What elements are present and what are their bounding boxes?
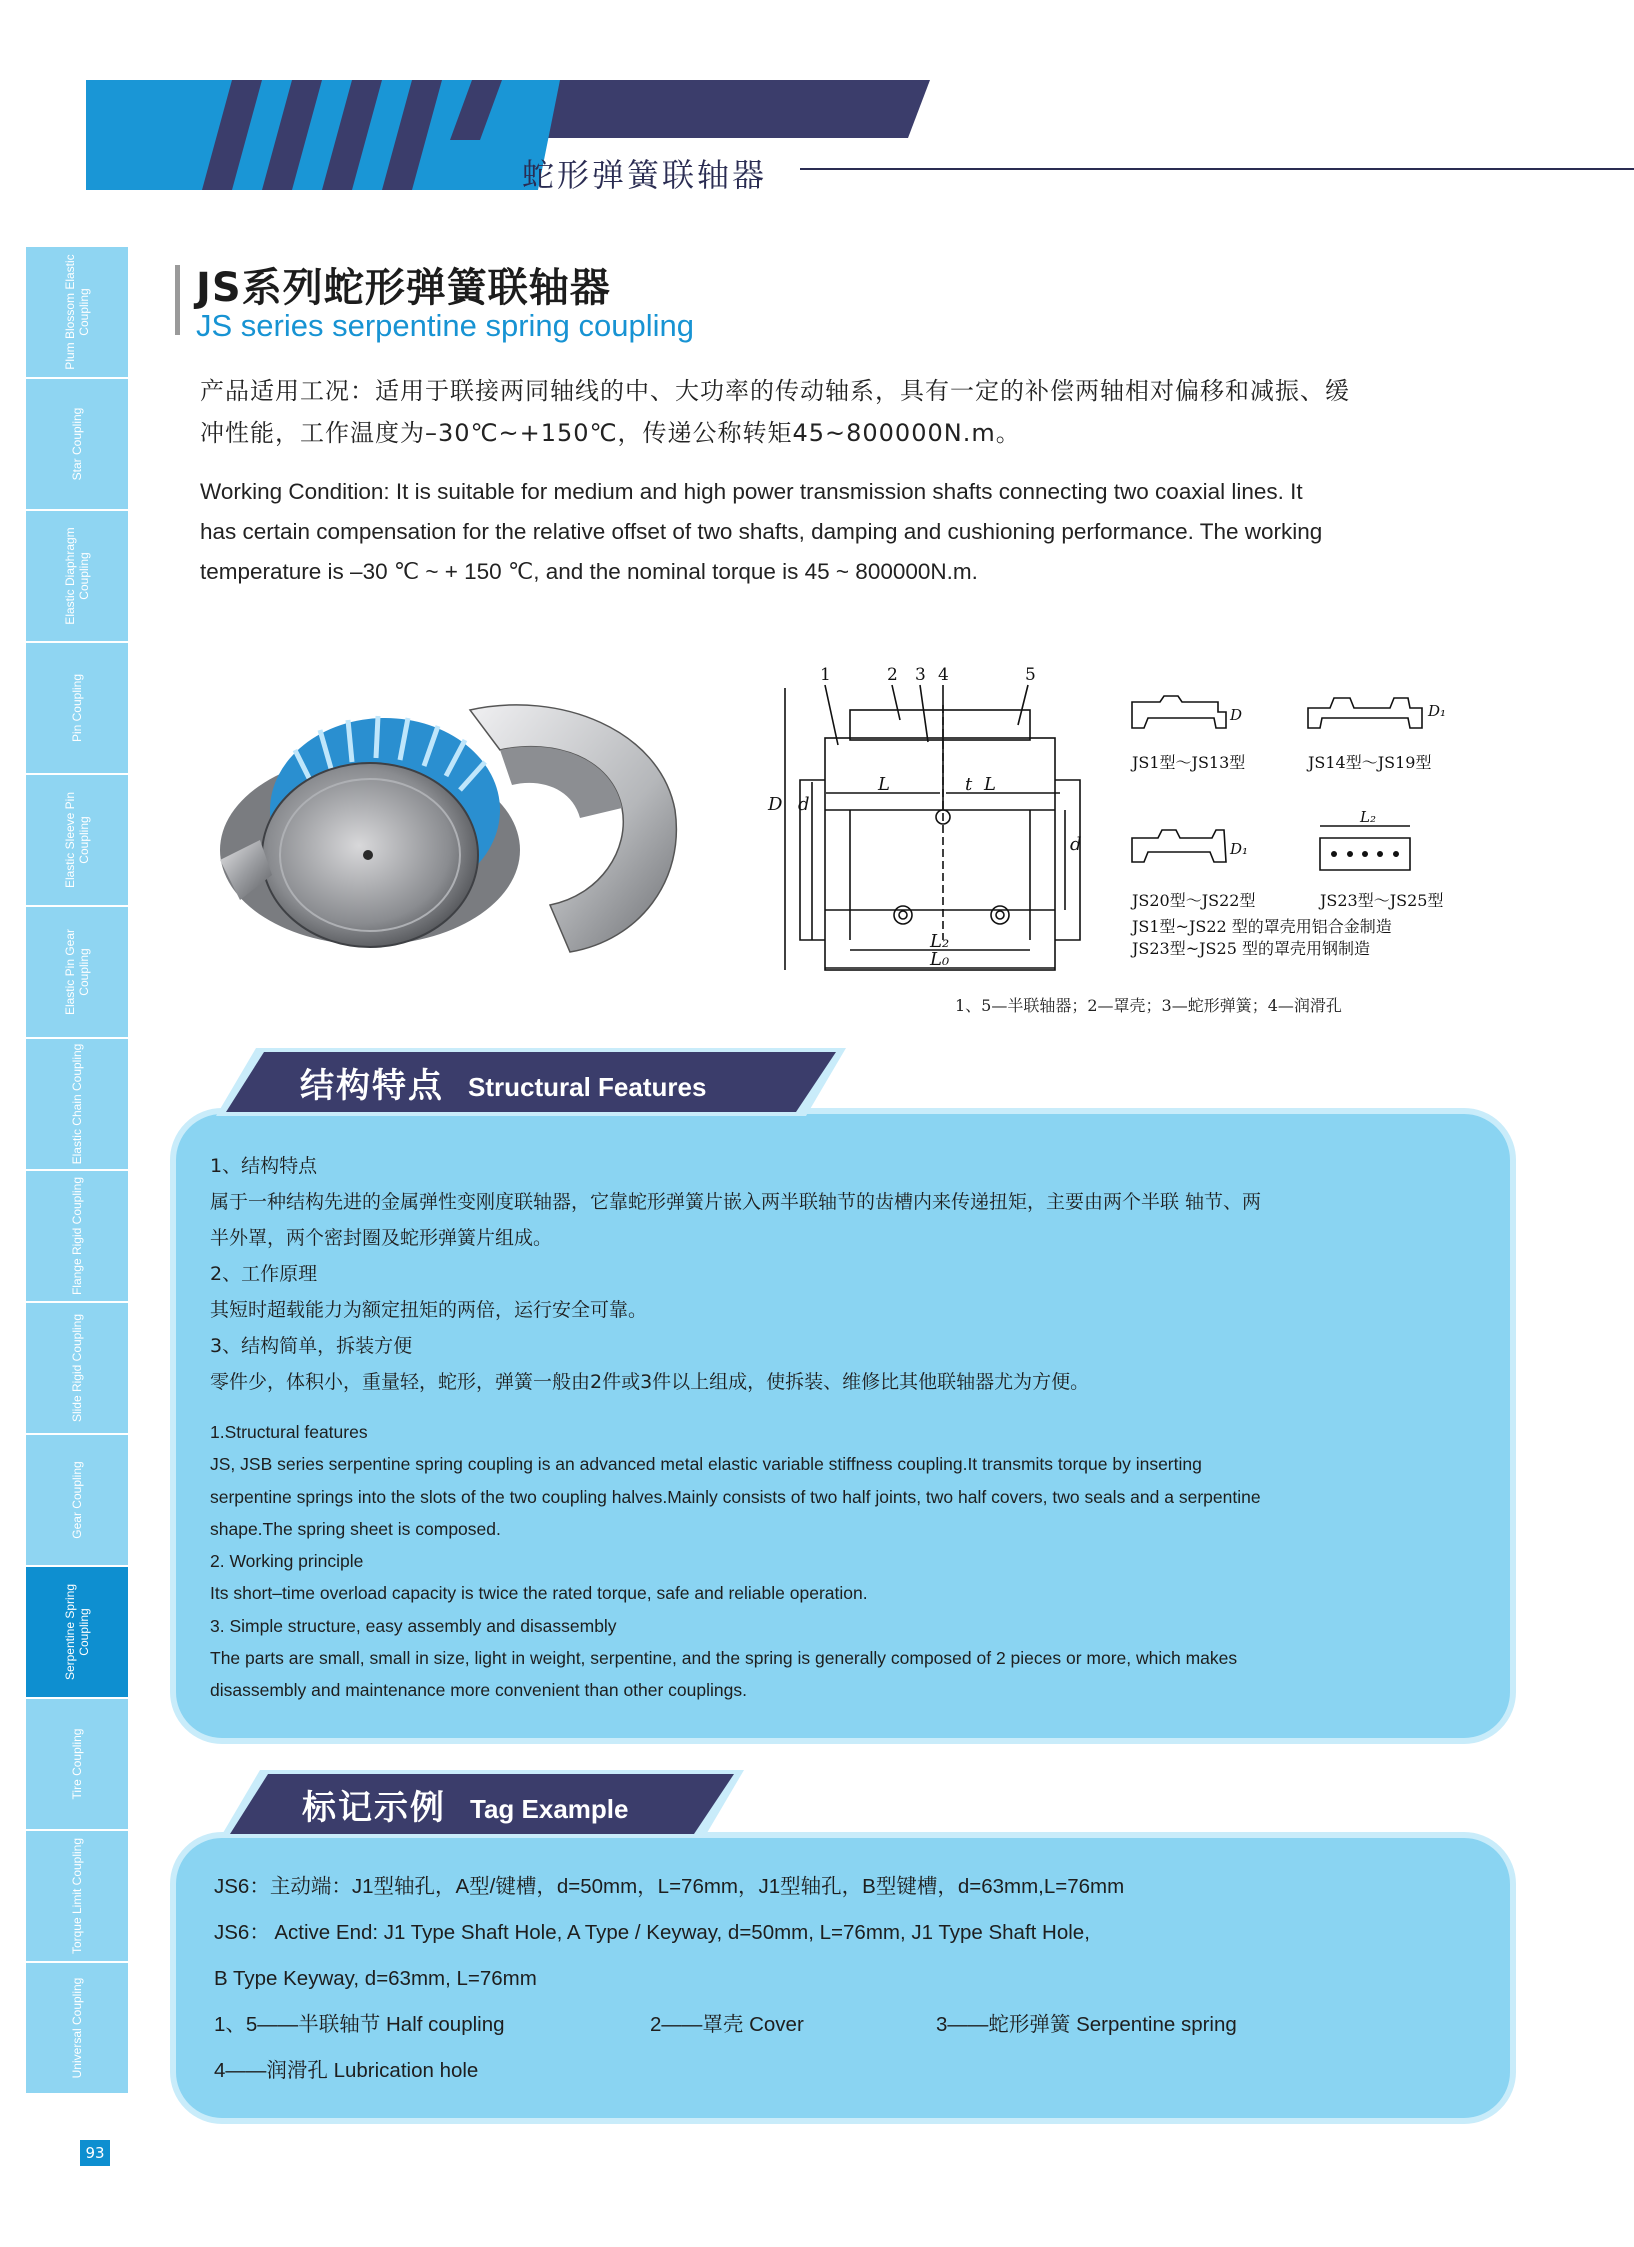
nav-label: Serpentine Spring Coupling bbox=[63, 1583, 91, 1681]
shroud-note-2: JS23型~JS25 型的罩壳用钢制造 bbox=[1132, 939, 1370, 958]
features-cn-line: 属于一种结构先进的金属弹性变刚度联轴器，它靠蛇形弹簧片嵌入两半联轴节的齿槽内来传递扭矩，主要由两个半联 轴节、两 bbox=[210, 1191, 1262, 1213]
features-en-line: 1.Structural features bbox=[210, 1422, 368, 1442]
features-en-line: shape.The spring sheet is composed. bbox=[210, 1518, 501, 1539]
drawing-number: 4 bbox=[938, 665, 949, 685]
drawing-number: 2 bbox=[887, 665, 898, 685]
features-en-line: JS, JSB series serpentine spring coupling is an advanced metal elastic variable stiffness coupling.It transmits torque by inserting bbox=[210, 1454, 1202, 1475]
dim-L0: L₀ bbox=[930, 949, 950, 970]
dim-L-right: L bbox=[984, 774, 996, 795]
dim-D1-sketch2: D₁ bbox=[1230, 840, 1249, 858]
nav-label: Torque Limit Coupling bbox=[70, 1837, 84, 1955]
nav-item-elastic-chain[interactable] bbox=[26, 1039, 128, 1171]
title-accent-bar bbox=[175, 265, 180, 335]
nav-label: Tire Coupling bbox=[70, 1728, 84, 1800]
drawing-number: 3 bbox=[915, 665, 926, 685]
intro-english bbox=[200, 472, 1520, 592]
nav-item-serpentine-spring[interactable] bbox=[26, 1567, 128, 1699]
nav-label: Elastic Diaphragm Coupling bbox=[63, 527, 91, 625]
features-cn-line: 零件少，体积小，重量轻，蛇形，弹簧一般由2件或3件以上组成，使拆装、维修比其他联轴器尤为方便。 bbox=[210, 1371, 1090, 1393]
technical-drawing bbox=[760, 650, 1480, 1030]
features-text-cn bbox=[210, 1148, 1470, 1400]
header-stripes bbox=[0, 0, 1634, 200]
features-text-en bbox=[210, 1416, 1470, 1707]
features-en-line: disassembly and maintenance more convenient than other couplings. bbox=[210, 1680, 747, 1701]
product-photo bbox=[220, 690, 680, 970]
features-en-line: serpentine springs into the slots of the two coupling halves.Mainly consists of two half joints, two half covers, two seals and a serpentine bbox=[210, 1486, 1261, 1507]
intro-chinese bbox=[200, 370, 1510, 454]
tag-part: 3——蛇形弹簧 Serpentine spring bbox=[936, 2013, 1237, 2036]
dim-d: d bbox=[798, 794, 810, 815]
nav-label: Universal Coupling bbox=[70, 1977, 84, 2079]
features-heading-cn: 结构特点 bbox=[300, 1066, 444, 1106]
dim-t: t bbox=[965, 774, 973, 795]
tag-part: 2——罩壳 Cover bbox=[650, 2013, 804, 2036]
features-cn-line: 2、工作原理 bbox=[210, 1263, 318, 1285]
features-en-line: 3. Simple structure, easy assembly and disassembly bbox=[210, 1615, 617, 1636]
nav-item-pin[interactable] bbox=[26, 643, 128, 775]
nav-item-elastic-pin-gear[interactable] bbox=[26, 907, 128, 1039]
type-js1-js13: JS1型～JS13型 bbox=[1132, 753, 1246, 772]
nav-item-universal[interactable] bbox=[26, 1963, 128, 2095]
dim-L2-sketch: L₂ bbox=[1360, 808, 1376, 826]
tag-heading-en: Tag Example bbox=[470, 1794, 629, 1824]
features-en-line: The parts are small, small in size, light in weight, serpentine, and the spring is generally composed of 2 pieces or more, which makes bbox=[210, 1648, 1238, 1669]
intro-cn-line: 冲性能，工作温度为–30℃~+150℃，传递公称转矩45~800000N.m。 bbox=[200, 419, 1021, 447]
features-cn-line: 1、结构特点 bbox=[210, 1155, 318, 1177]
tag-part: 1、5——半联轴节 Half coupling bbox=[214, 2013, 505, 2036]
nav-label: Elastic Sleeve Pin Coupling bbox=[63, 791, 91, 889]
nav-item-tire[interactable] bbox=[26, 1699, 128, 1831]
nav-item-gear[interactable] bbox=[26, 1435, 128, 1567]
nav-label: Elastic Chain Coupling bbox=[70, 1043, 84, 1165]
nav-item-slide-rigid[interactable] bbox=[26, 1303, 128, 1435]
features-en-line: Its short–time overload capacity is twice the rated torque, safe and reliable operation. bbox=[210, 1583, 868, 1604]
dim-L: L bbox=[878, 774, 890, 795]
type-js14-js19: JS14型～JS19型 bbox=[1308, 753, 1432, 772]
dim-D1-sketch: D₁ bbox=[1428, 702, 1447, 720]
intro-en-line: has certain compensation for the relative offset of two shafts, damping and cushioning performance. The working bbox=[200, 519, 1323, 544]
nav-item-flange-rigid[interactable] bbox=[26, 1171, 128, 1303]
nav-label: Pin Coupling bbox=[70, 673, 84, 743]
tag-line: B Type Keyway, d=63mm, L=76mm bbox=[214, 1967, 537, 1990]
nav-item-star[interactable] bbox=[26, 379, 128, 511]
intro-en-line: temperature is –30 ℃ ~ + 150 ℃, and the nominal torque is 45 ~ 800000N.m. bbox=[200, 559, 978, 584]
dim-L2: L₂ bbox=[930, 931, 950, 952]
nav-label: Elastic Pin Gear Coupling bbox=[63, 928, 91, 1016]
page-subtitle: JS series serpentine spring coupling bbox=[196, 308, 694, 343]
drawing-legend: 1、5—半联轴器；2—罩壳；3—蛇形弹簧；4—润滑孔 bbox=[955, 996, 1342, 1015]
features-cn-line: 3、结构简单，拆装方便 bbox=[210, 1335, 413, 1357]
nav-label: Star Coupling bbox=[70, 407, 84, 481]
shroud-note-1: JS1型~JS22 型的罩壳用铝合金制造 bbox=[1132, 917, 1392, 936]
side-navigation bbox=[26, 247, 128, 2095]
nav-label: Gear Coupling bbox=[70, 1461, 84, 1539]
tag-line: JS6： Active End: J1 Type Shaft Hole, A Type / Keyway, d=50mm, L=76mm, J1 Type Shaft Hole, bbox=[214, 1921, 1090, 1944]
nav-label: Plum Blossom Elastic Coupling bbox=[63, 254, 91, 370]
drawing-number: 5 bbox=[1025, 665, 1036, 685]
nav-label: Slide Rigid Coupling bbox=[70, 1313, 84, 1423]
tag-part: 4——润滑孔 Lubrication hole bbox=[214, 2059, 479, 2082]
features-cn-line: 其短时超载能力为额定扭矩的两倍，运行安全可靠。 bbox=[210, 1299, 648, 1321]
features-cn-line: 半外罩，两个密封圈及蛇形弹簧片组成。 bbox=[210, 1227, 553, 1249]
intro-en-line: Working Condition: It is suitable for medium and high power transmission shafts connecting two coaxial lines. It bbox=[200, 479, 1303, 504]
tag-parts-row bbox=[214, 2002, 1494, 2048]
nav-item-plum-blossom[interactable] bbox=[26, 247, 128, 379]
type-js20-js22: JS20型～JS22型 bbox=[1132, 891, 1256, 910]
nav-item-elastic-diaphragm[interactable] bbox=[26, 511, 128, 643]
nav-item-torque-limit[interactable] bbox=[26, 1831, 128, 1963]
page-number: 93 bbox=[80, 2140, 110, 2166]
tag-heading-cn: 标记示例 bbox=[302, 1788, 446, 1828]
drawing-number: 1 bbox=[820, 665, 831, 685]
header-title: 蛇形弹簧联轴器 bbox=[522, 156, 768, 194]
header-rule bbox=[800, 168, 1634, 170]
tag-line: JS6：主动端：J1型轴孔，A型/键槽，d=50mm，L=76mm，J1型轴孔，B型键槽，d=63mm,L=76mm bbox=[214, 1875, 1125, 1898]
dim-d-right: d bbox=[1070, 834, 1082, 855]
features-heading-en: Structural Features bbox=[468, 1072, 707, 1102]
features-en-line: 2. Working principle bbox=[210, 1551, 364, 1572]
intro-cn-line: 产品适用工况：适用于联接两同轴线的中、大功率的传动轴系，具有一定的补偿两轴相对偏移和减振、缓 bbox=[200, 377, 1350, 405]
dim-D: D bbox=[768, 794, 783, 815]
dim-D-sketch: D bbox=[1230, 706, 1243, 724]
page-title: JS系列蛇形弹簧联轴器 bbox=[196, 265, 611, 311]
type-js23-js25: JS23型～JS25型 bbox=[1320, 891, 1444, 910]
header-banner bbox=[0, 0, 1634, 200]
nav-item-elastic-sleeve-pin[interactable] bbox=[26, 775, 128, 907]
nav-label: Flange Rigid Coupling bbox=[70, 1176, 84, 1296]
tag-text bbox=[214, 1864, 1494, 2094]
